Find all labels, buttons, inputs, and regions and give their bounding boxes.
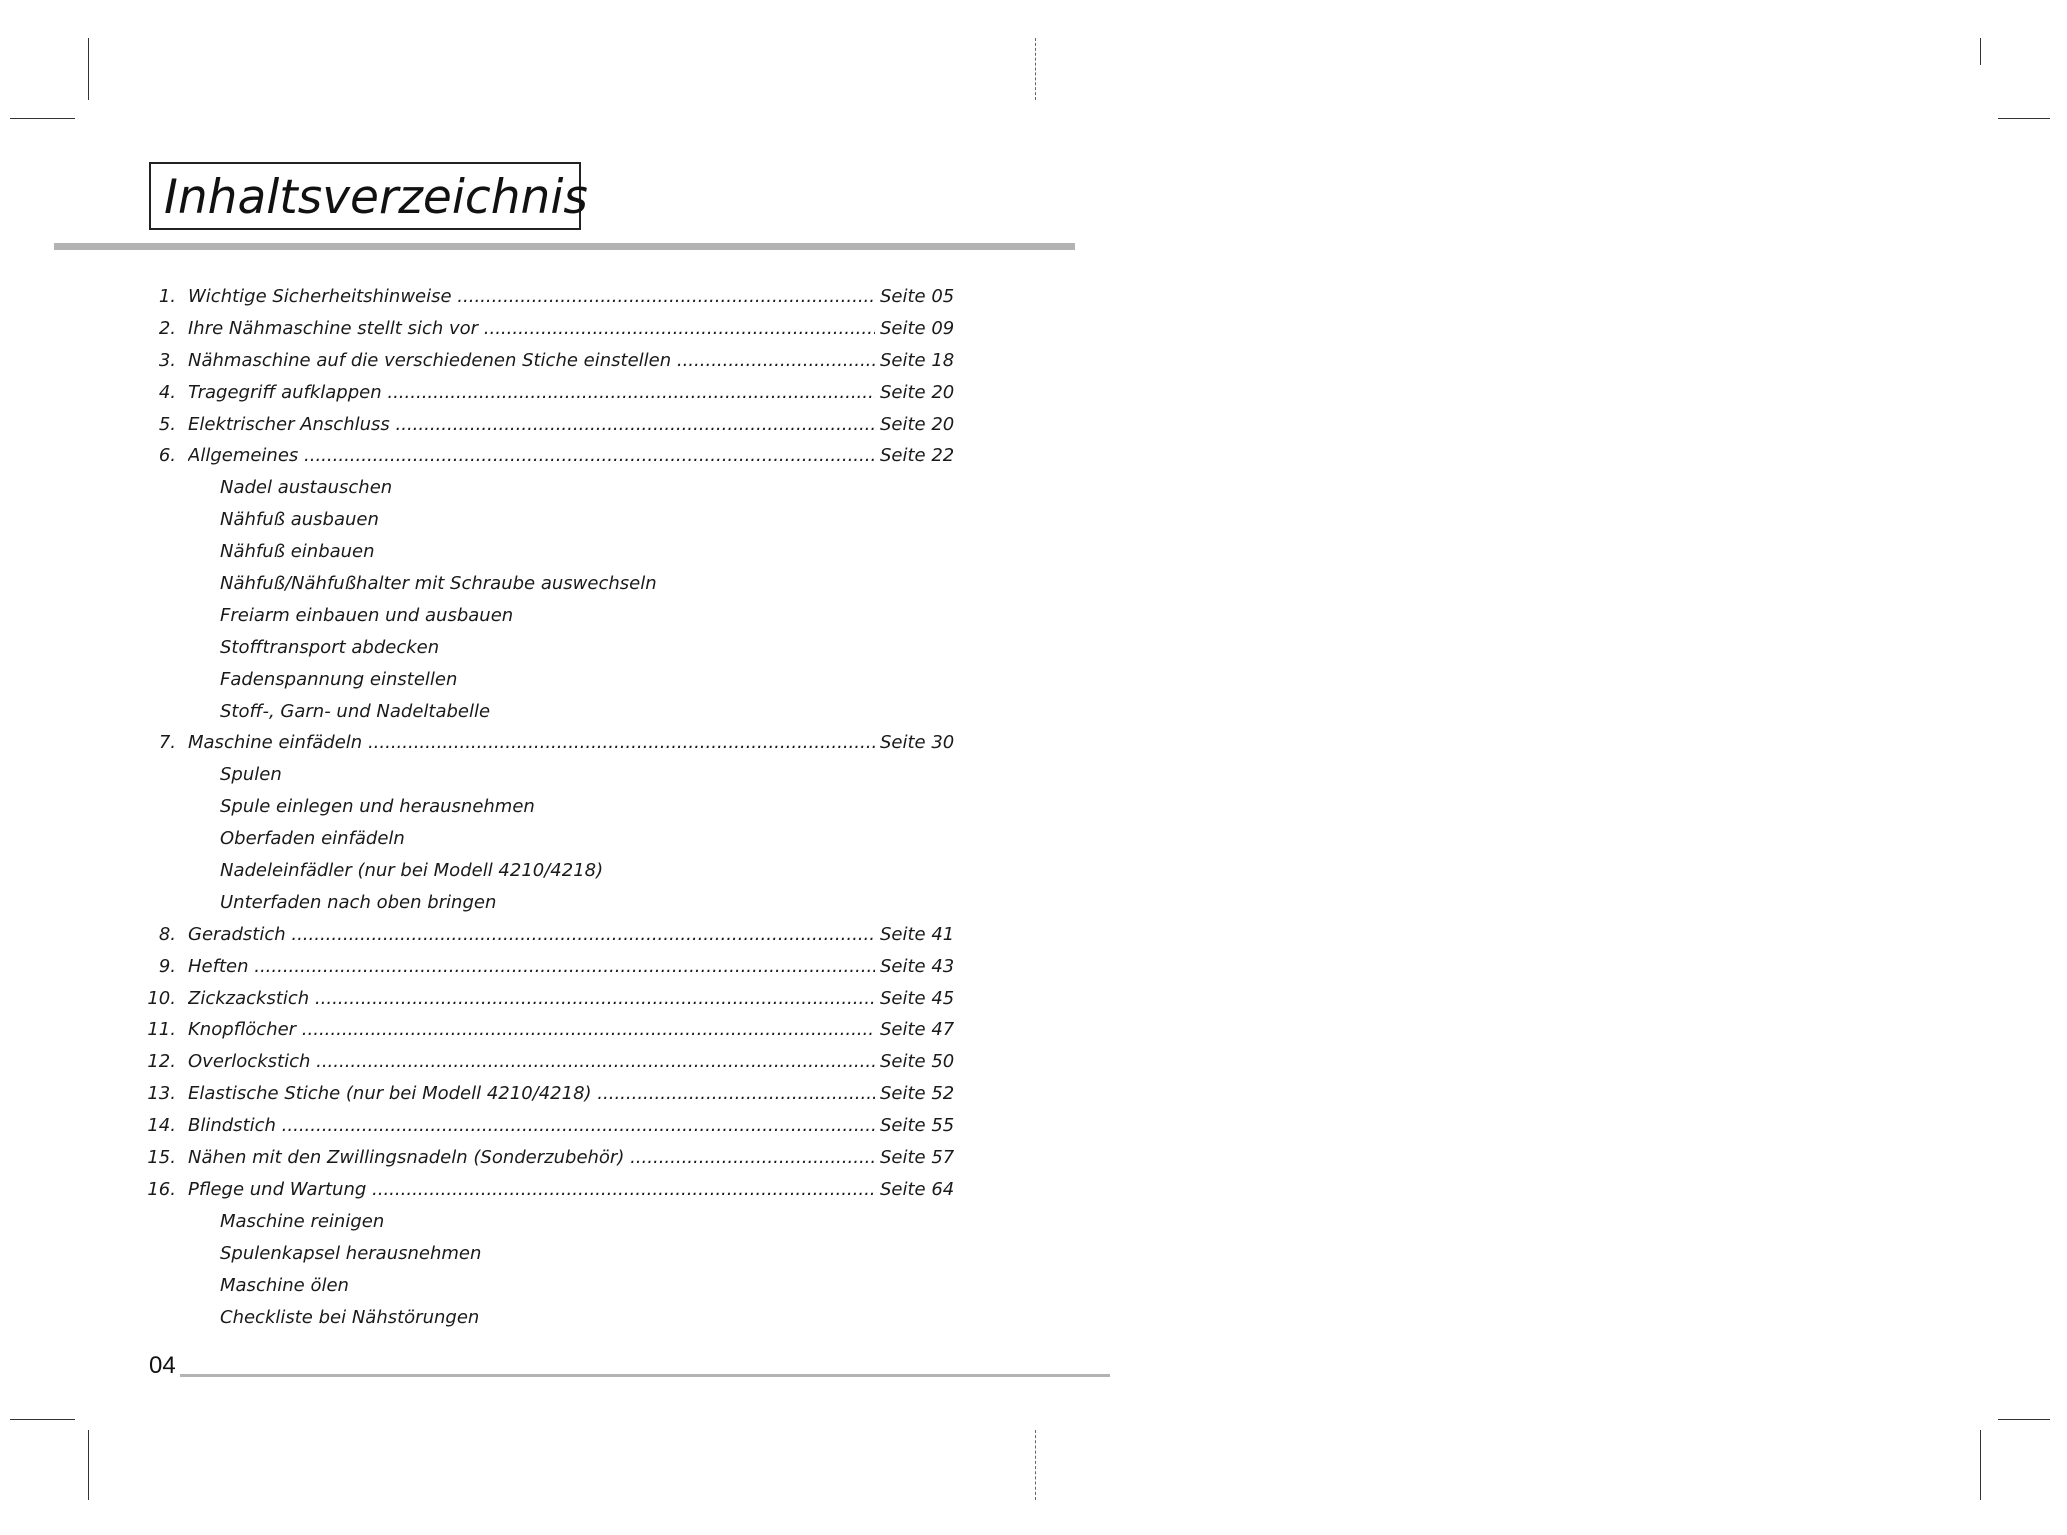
toc-entry-label: Fadenspannung einstellen bbox=[220, 668, 458, 690]
toc-entry-label: Oberfaden einfädeln bbox=[220, 828, 405, 850]
toc-entry bbox=[140, 1046, 960, 1078]
toc-entry-label: Spule einlegen und herausnehmen bbox=[220, 796, 535, 818]
crop-mark bbox=[1998, 1419, 2050, 1420]
toc-entry-label: Stofftransport abdecken bbox=[220, 636, 440, 658]
toc-entry bbox=[140, 313, 960, 345]
toc-entry-number: 10. bbox=[147, 987, 176, 1009]
toc-entry-number: 4. bbox=[158, 381, 176, 403]
page-title: Inhaltsverzeichnis bbox=[164, 170, 588, 225]
toc-entry-page: Seite 20 bbox=[880, 413, 955, 435]
toc-entry-label: Blindstich ..... bbox=[188, 1110, 875, 1142]
toc-entry-page: Seite 52 bbox=[880, 1083, 955, 1105]
toc-entry-number: 1. bbox=[158, 286, 176, 307]
toc-entry-label: Geradstich ..... bbox=[188, 919, 875, 951]
toc-entry-label: Heften ..... bbox=[188, 951, 875, 983]
crop-mark bbox=[1980, 1430, 1981, 1500]
toc-subentry bbox=[140, 504, 960, 536]
toc-entry-page: Seite 55 bbox=[880, 1115, 955, 1137]
toc-entry-label: Nähfuß/Nähfußhalter mit Schraube auswechseln bbox=[220, 573, 657, 595]
toc-subentry bbox=[140, 1270, 960, 1302]
toc-subentry bbox=[140, 823, 960, 855]
toc-entry bbox=[140, 345, 960, 377]
toc-entry-page: Seite 50 bbox=[880, 1051, 955, 1073]
crop-mark bbox=[1980, 38, 1981, 65]
toc-entry-number: 3. bbox=[158, 349, 176, 371]
toc-entry-label: Checkliste bei Nähstörungen bbox=[220, 1306, 480, 1328]
crop-mark bbox=[1035, 38, 1036, 100]
toc-entry-label: Nähmaschine auf die verschiedenen Stiche einstellen ..... bbox=[188, 345, 875, 377]
crop-mark bbox=[10, 118, 75, 119]
toc-entry bbox=[140, 919, 960, 951]
toc-subentry bbox=[140, 632, 960, 664]
toc-entry-label: Spulen bbox=[220, 764, 282, 786]
toc-entry-number: 7. bbox=[158, 732, 176, 754]
toc-entry-page: Seite 05 bbox=[880, 286, 955, 307]
toc-subentry bbox=[140, 600, 960, 632]
toc-subentry bbox=[140, 664, 960, 696]
toc-entry-label: Maschine einfädeln ..... bbox=[188, 727, 875, 759]
toc-entry-number: 15. bbox=[147, 1147, 176, 1169]
toc-subentry bbox=[140, 1302, 960, 1334]
toc-entry bbox=[140, 727, 960, 759]
toc-subentry bbox=[140, 1206, 960, 1238]
toc-entry-label: Spulenkapsel herausnehmen bbox=[220, 1242, 482, 1264]
toc-entry-number: 13. bbox=[147, 1083, 176, 1105]
toc-entry-label: Tragegriff aufklappen ..... bbox=[188, 377, 875, 409]
toc-entry-number: 12. bbox=[147, 1051, 176, 1073]
toc-entry-label: Allgemeines ..... bbox=[188, 440, 875, 472]
toc-subentry bbox=[140, 1238, 960, 1270]
toc-entry bbox=[140, 440, 960, 472]
toc-entry-label: Stoff-, Garn- und Nadeltabelle bbox=[220, 700, 491, 722]
toc-subentry bbox=[140, 568, 960, 600]
toc-entry-number: 8. bbox=[158, 923, 176, 945]
toc-entry bbox=[140, 1142, 960, 1174]
toc-entry bbox=[140, 1078, 960, 1110]
toc-entry-number: 14. bbox=[147, 1115, 176, 1137]
toc-subentry bbox=[140, 472, 960, 504]
toc-subentry bbox=[140, 887, 960, 919]
toc-entry-number: 9. bbox=[158, 955, 176, 977]
toc-entry-number: 6. bbox=[158, 445, 176, 467]
toc-entry bbox=[140, 281, 960, 313]
toc-entry-page: Seite 64 bbox=[880, 1178, 955, 1200]
toc-entry-page: Seite 47 bbox=[880, 1019, 955, 1041]
toc-entry-label: Unterfaden nach oben bringen bbox=[220, 891, 497, 913]
toc-entry-label: Zickzackstich ..... bbox=[188, 983, 875, 1015]
toc-subentry bbox=[140, 536, 960, 568]
toc-entry-label: Freiarm einbauen und ausbauen bbox=[220, 604, 514, 626]
title-underline bbox=[54, 243, 1075, 250]
toc-entry-label: Nähfuß einbauen bbox=[220, 541, 375, 563]
toc-entry bbox=[140, 1110, 960, 1142]
toc-entry bbox=[140, 377, 960, 409]
toc-entry-page: Seite 18 bbox=[880, 349, 955, 371]
toc-entry bbox=[140, 1174, 960, 1206]
toc-entry-page: Seite 57 bbox=[880, 1147, 955, 1169]
toc-entry-label: Elektrischer Anschluss ..... bbox=[188, 409, 875, 441]
toc-entry-label: Maschine ölen bbox=[220, 1274, 349, 1296]
crop-mark bbox=[88, 38, 89, 100]
toc-entry-label: Nähen mit den Zwillingsnadeln (Sonderzubehör) ..... bbox=[188, 1142, 875, 1174]
toc-entry-label: Nadeleinfädler (nur bei Modell 4210/4218) bbox=[220, 860, 604, 882]
toc-entry-page: Seite 41 bbox=[880, 923, 955, 945]
crop-mark bbox=[10, 1419, 75, 1420]
toc-entry-page: Seite 09 bbox=[880, 317, 955, 339]
toc-entry-label: Wichtige Sicherheitshinweise ..... bbox=[188, 281, 875, 313]
toc-entry-page: Seite 20 bbox=[880, 381, 955, 403]
toc-entry-label: Overlockstich ..... bbox=[188, 1046, 875, 1078]
title-box bbox=[149, 162, 588, 230]
toc-entry-page: Seite 30 bbox=[880, 732, 955, 754]
toc-entry-page: Seite 45 bbox=[880, 987, 955, 1009]
toc-subentry bbox=[140, 855, 960, 887]
toc-entry-label: Elastische Stiche (nur bei Modell 4210/4218) ..... bbox=[188, 1078, 875, 1110]
toc-entry-number: 16. bbox=[147, 1178, 176, 1200]
toc-entry bbox=[140, 1014, 960, 1046]
toc-entry-label: Ihre Nähmaschine stellt sich vor ..... bbox=[188, 313, 875, 345]
toc-entry-label: Knopflöcher ..... bbox=[188, 1014, 875, 1046]
toc-entry bbox=[140, 409, 960, 441]
toc-entry-label: Maschine reinigen bbox=[220, 1210, 385, 1232]
toc-subentry bbox=[140, 791, 960, 823]
toc-subentry bbox=[140, 696, 960, 728]
toc-entry bbox=[140, 983, 960, 1015]
page-number: 04 bbox=[149, 1352, 176, 1379]
toc-entry bbox=[140, 951, 960, 983]
toc-entry-number: 5. bbox=[158, 413, 176, 435]
crop-mark bbox=[1998, 118, 2050, 119]
toc-entry-number: 2. bbox=[158, 317, 176, 339]
toc-entry-label: Pflege und Wartung ..... bbox=[188, 1174, 875, 1206]
toc-entry-page: Seite 43 bbox=[880, 955, 955, 977]
toc-entry-number: 11. bbox=[147, 1019, 176, 1041]
footer-rule bbox=[180, 1374, 1110, 1377]
toc-entry-page: Seite 22 bbox=[880, 445, 955, 467]
toc-entry-label: Nähfuß ausbauen bbox=[220, 509, 379, 531]
crop-mark bbox=[88, 1430, 89, 1500]
toc-entry-label: Nadel austauschen bbox=[220, 477, 393, 499]
crop-mark bbox=[1035, 1430, 1036, 1500]
table-of-contents bbox=[140, 281, 960, 1333]
toc-subentry bbox=[140, 759, 960, 791]
